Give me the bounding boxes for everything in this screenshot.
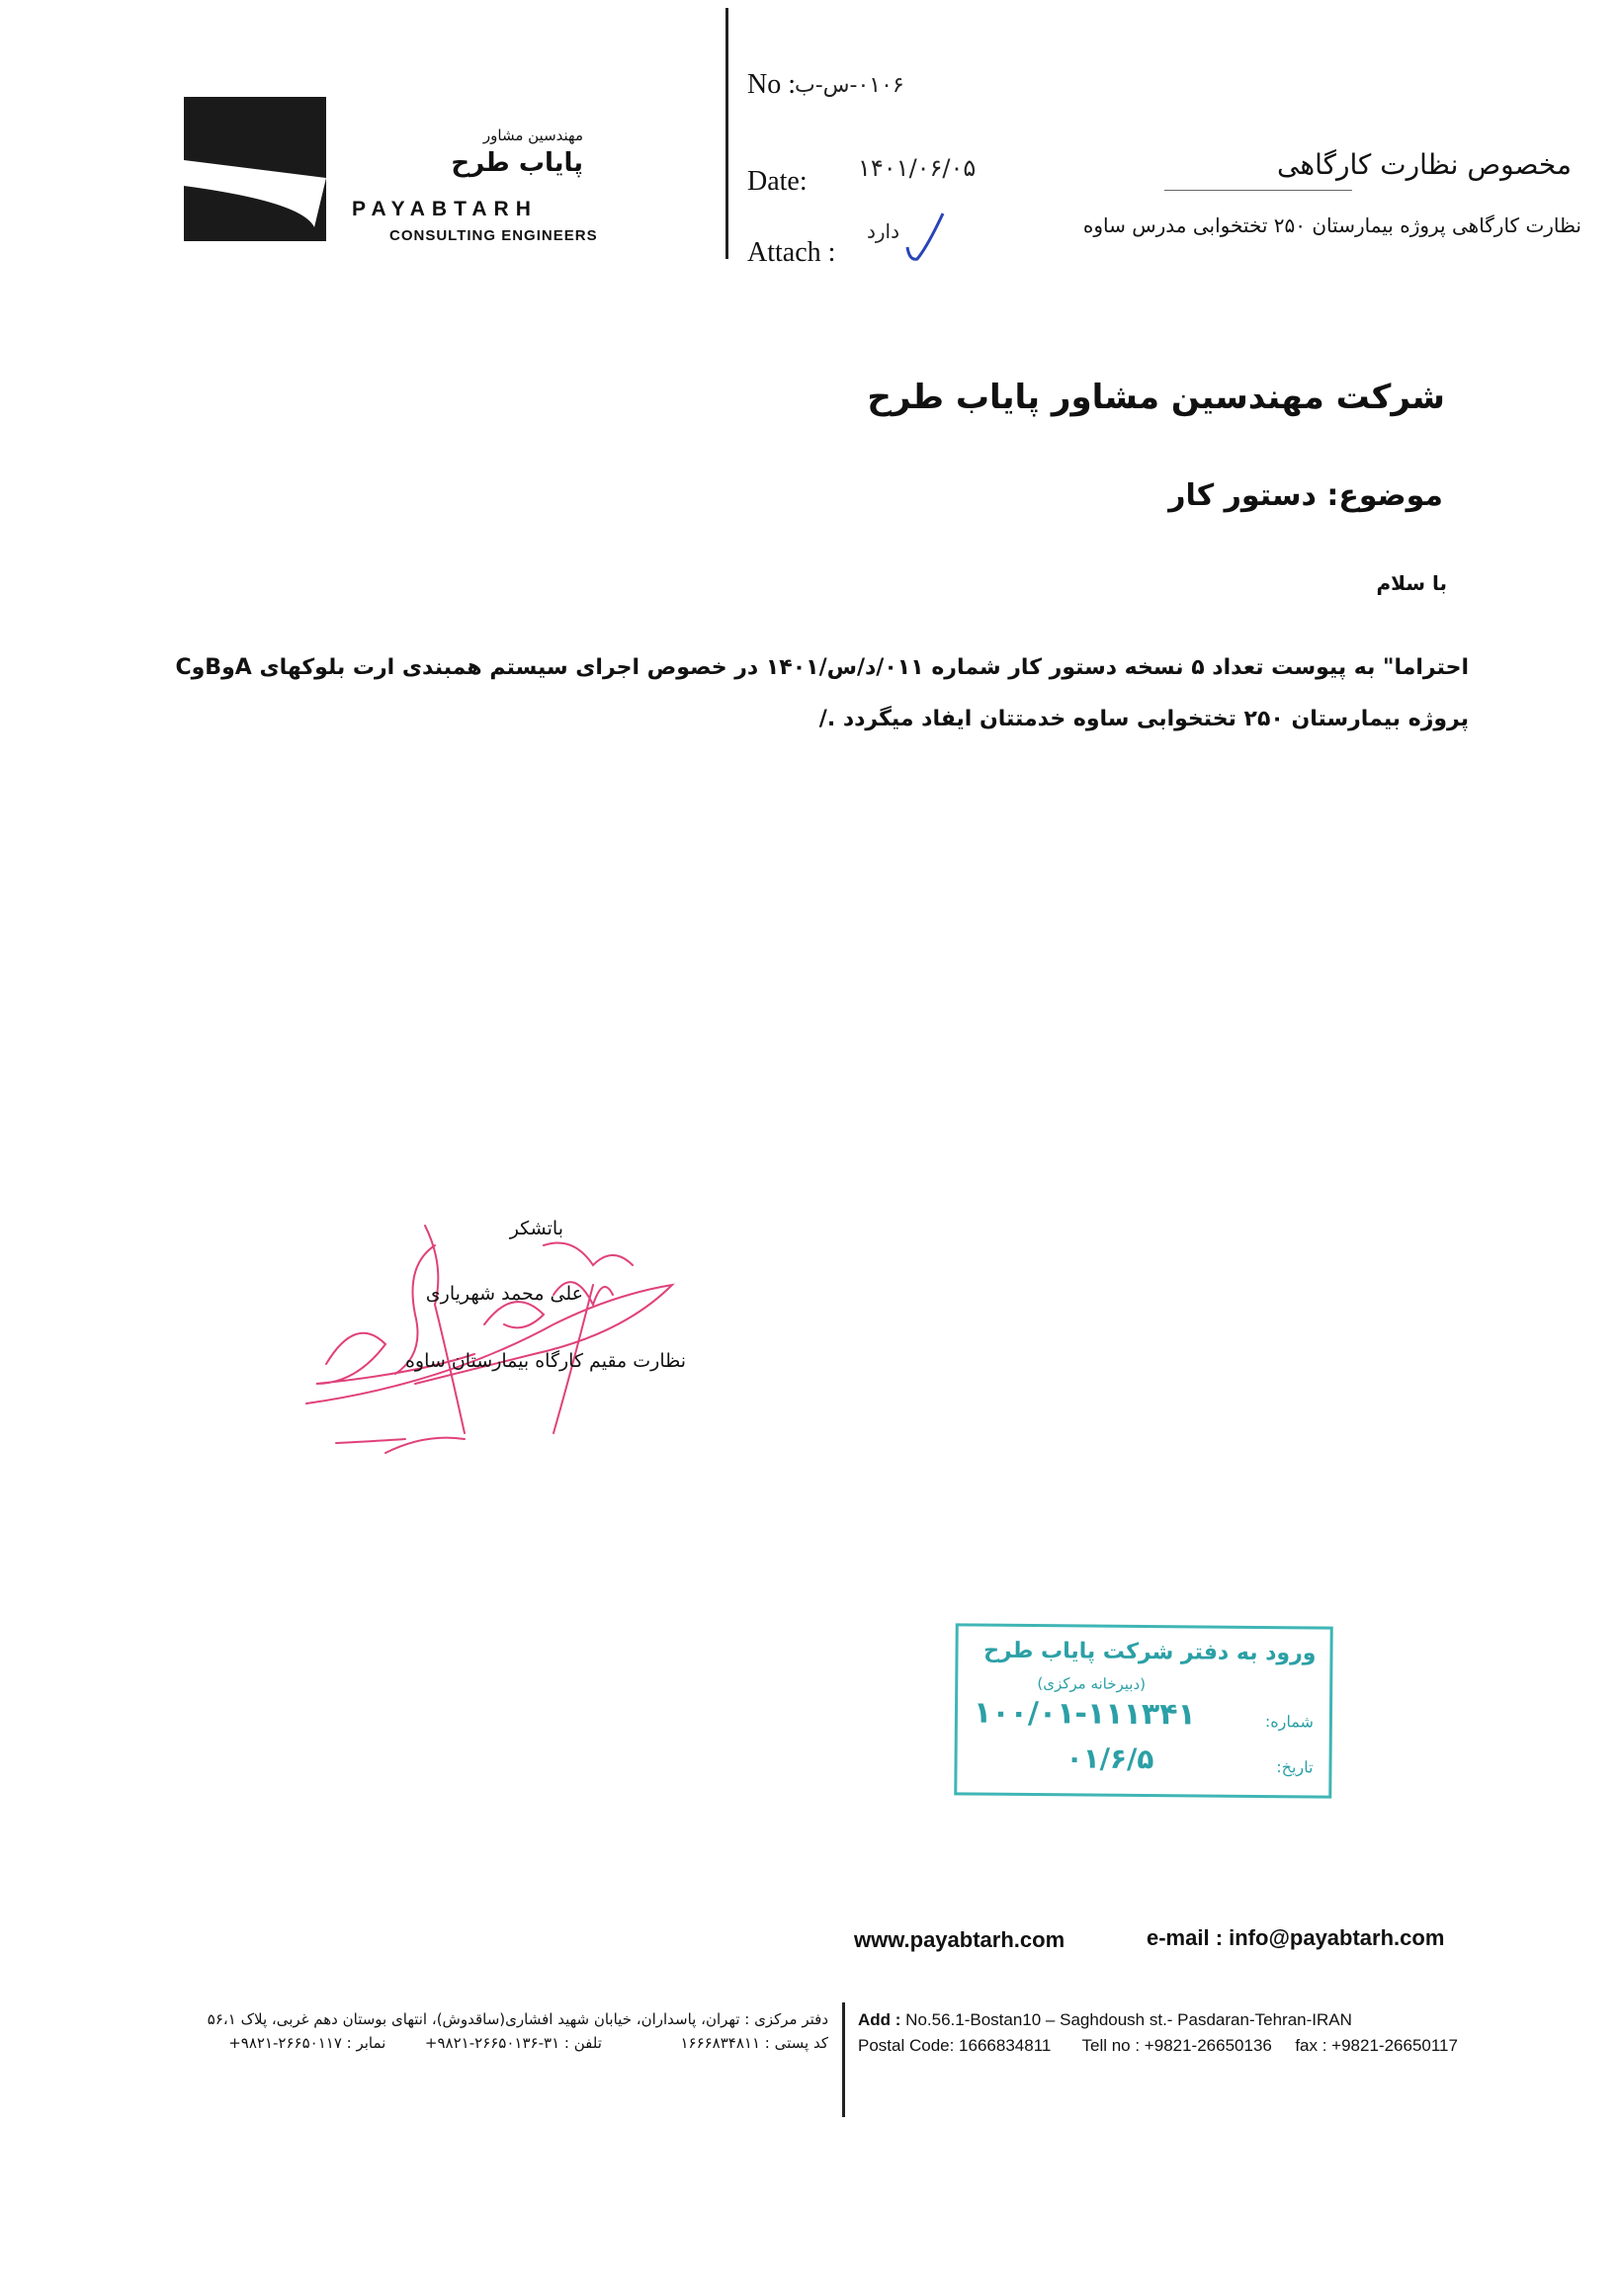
date-value: ۱۴۰۱/۰۶/۰۵	[858, 154, 977, 182]
footer-contact-en	[858, 2036, 1458, 2056]
stamp-date-value: ۰۱/۶/۵	[1065, 1742, 1154, 1776]
footer-divider	[842, 2002, 845, 2117]
stamp-number-value: ۱۰۰/۰۱-۱۱۱۳۴۱	[973, 1695, 1196, 1733]
footer-tel-fa: تلفن : ۳۱-۲۶۶۵۰۱۳۶-۹۸۲۱+	[424, 2034, 602, 2052]
receipt-stamp	[954, 1623, 1333, 1798]
stamp-number-label: شماره:	[1264, 1712, 1314, 1732]
stamp-subtitle: (دبیرخانه مرکزی)	[1037, 1674, 1147, 1694]
no-label: No :	[747, 69, 796, 100]
no-value: ۰۱۰۶-س-ب	[795, 73, 904, 98]
footer-website: www.payabtarh.com	[854, 1927, 1065, 1952]
signature-thanks: باتشکر	[509, 1218, 563, 1239]
subject-line: موضوع: دستور کار	[1168, 478, 1443, 513]
footer-postal-fa: کد پستی : ۱۶۶۶۸۳۴۸۱۱	[680, 2034, 828, 2052]
letter-body-line-1: احتراما" به پیوست تعداد ۵ نسخه دستور کار شماره ۰۱۱/د/س/۱۴۰۱ در خصوص اجرای سیستم همبندی ارت بلوکهای AوBوC	[175, 655, 1469, 680]
footer-address-en	[858, 2010, 1352, 2030]
right-header-underline	[1164, 190, 1352, 191]
right-header-title: مخصوص نظارت کارگاهی	[1277, 148, 1572, 181]
letter-body	[138, 642, 1469, 745]
signature-name: علی محمد شهریاری	[425, 1283, 583, 1305]
logo-mark	[184, 97, 326, 241]
logo-fa-title: پایاب طرح	[451, 148, 583, 178]
footer-email: e-mail : info@payabtarh.com	[1147, 1925, 1445, 1950]
letter-body-line-2: پروژه بیمارستان ۲۵۰ تختخوابی ساوه خدمتتان ایفاد میگردد ./	[818, 707, 1469, 731]
header-divider	[725, 8, 728, 259]
handwritten-signature	[297, 1206, 702, 1473]
date-label: Date:	[747, 166, 808, 197]
attach-label: Attach :	[747, 237, 836, 268]
footer-postal-en: Postal Code: 1666834811	[858, 2036, 1052, 2055]
footer-fax-en: fax : +9821-26650117	[1295, 2036, 1458, 2055]
greeting: با سلام	[1376, 571, 1447, 595]
logo-fa-small: مهندسین مشاور	[482, 127, 583, 144]
right-header-subtitle: نظارت کارگاهی پروژه بیمارستان ۲۵۰ تختخوابی مدرس ساوه	[1082, 213, 1581, 237]
stamp-date-label: تاریخ:	[1276, 1757, 1314, 1777]
company-logo	[184, 97, 326, 241]
check-mark-icon	[903, 208, 947, 267]
footer-fax-fa: نمابر : ۲۶۶۵۰۱۱۷-۹۸۲۱+	[228, 2034, 386, 2052]
footer-add-label: Add :	[858, 2010, 901, 2029]
logo-en-title: PAYABTARH	[352, 198, 538, 220]
stamp-title: ورود به دفتر شرکت پایاب طرح	[983, 1638, 1317, 1666]
attach-value: دارد	[866, 219, 899, 243]
footer-address-fa: دفتر مرکزی : تهران، پاسداران، خیابان شهید افشاری(ساقدوش)، انتهای بوستان دهم غربی، پلاک ۵۶،۱	[207, 2010, 828, 2028]
footer-address-en-text: No.56.1-Bostan10 – Saghdoush st.- Pasdaran-Tehran-IRAN	[905, 2010, 1352, 2029]
company-heading: شرکت مهندسین مشاور پایاب طرح	[867, 378, 1445, 417]
footer-tel-en: Tell no : +9821-26650136	[1081, 2036, 1272, 2055]
footer-contact-fa	[109, 2034, 828, 2052]
signature-title: نظارت مقیم کارگاه بیمارستان ساوه	[404, 1350, 686, 1372]
logo-en-subtitle: CONSULTING ENGINEERS	[389, 227, 598, 244]
